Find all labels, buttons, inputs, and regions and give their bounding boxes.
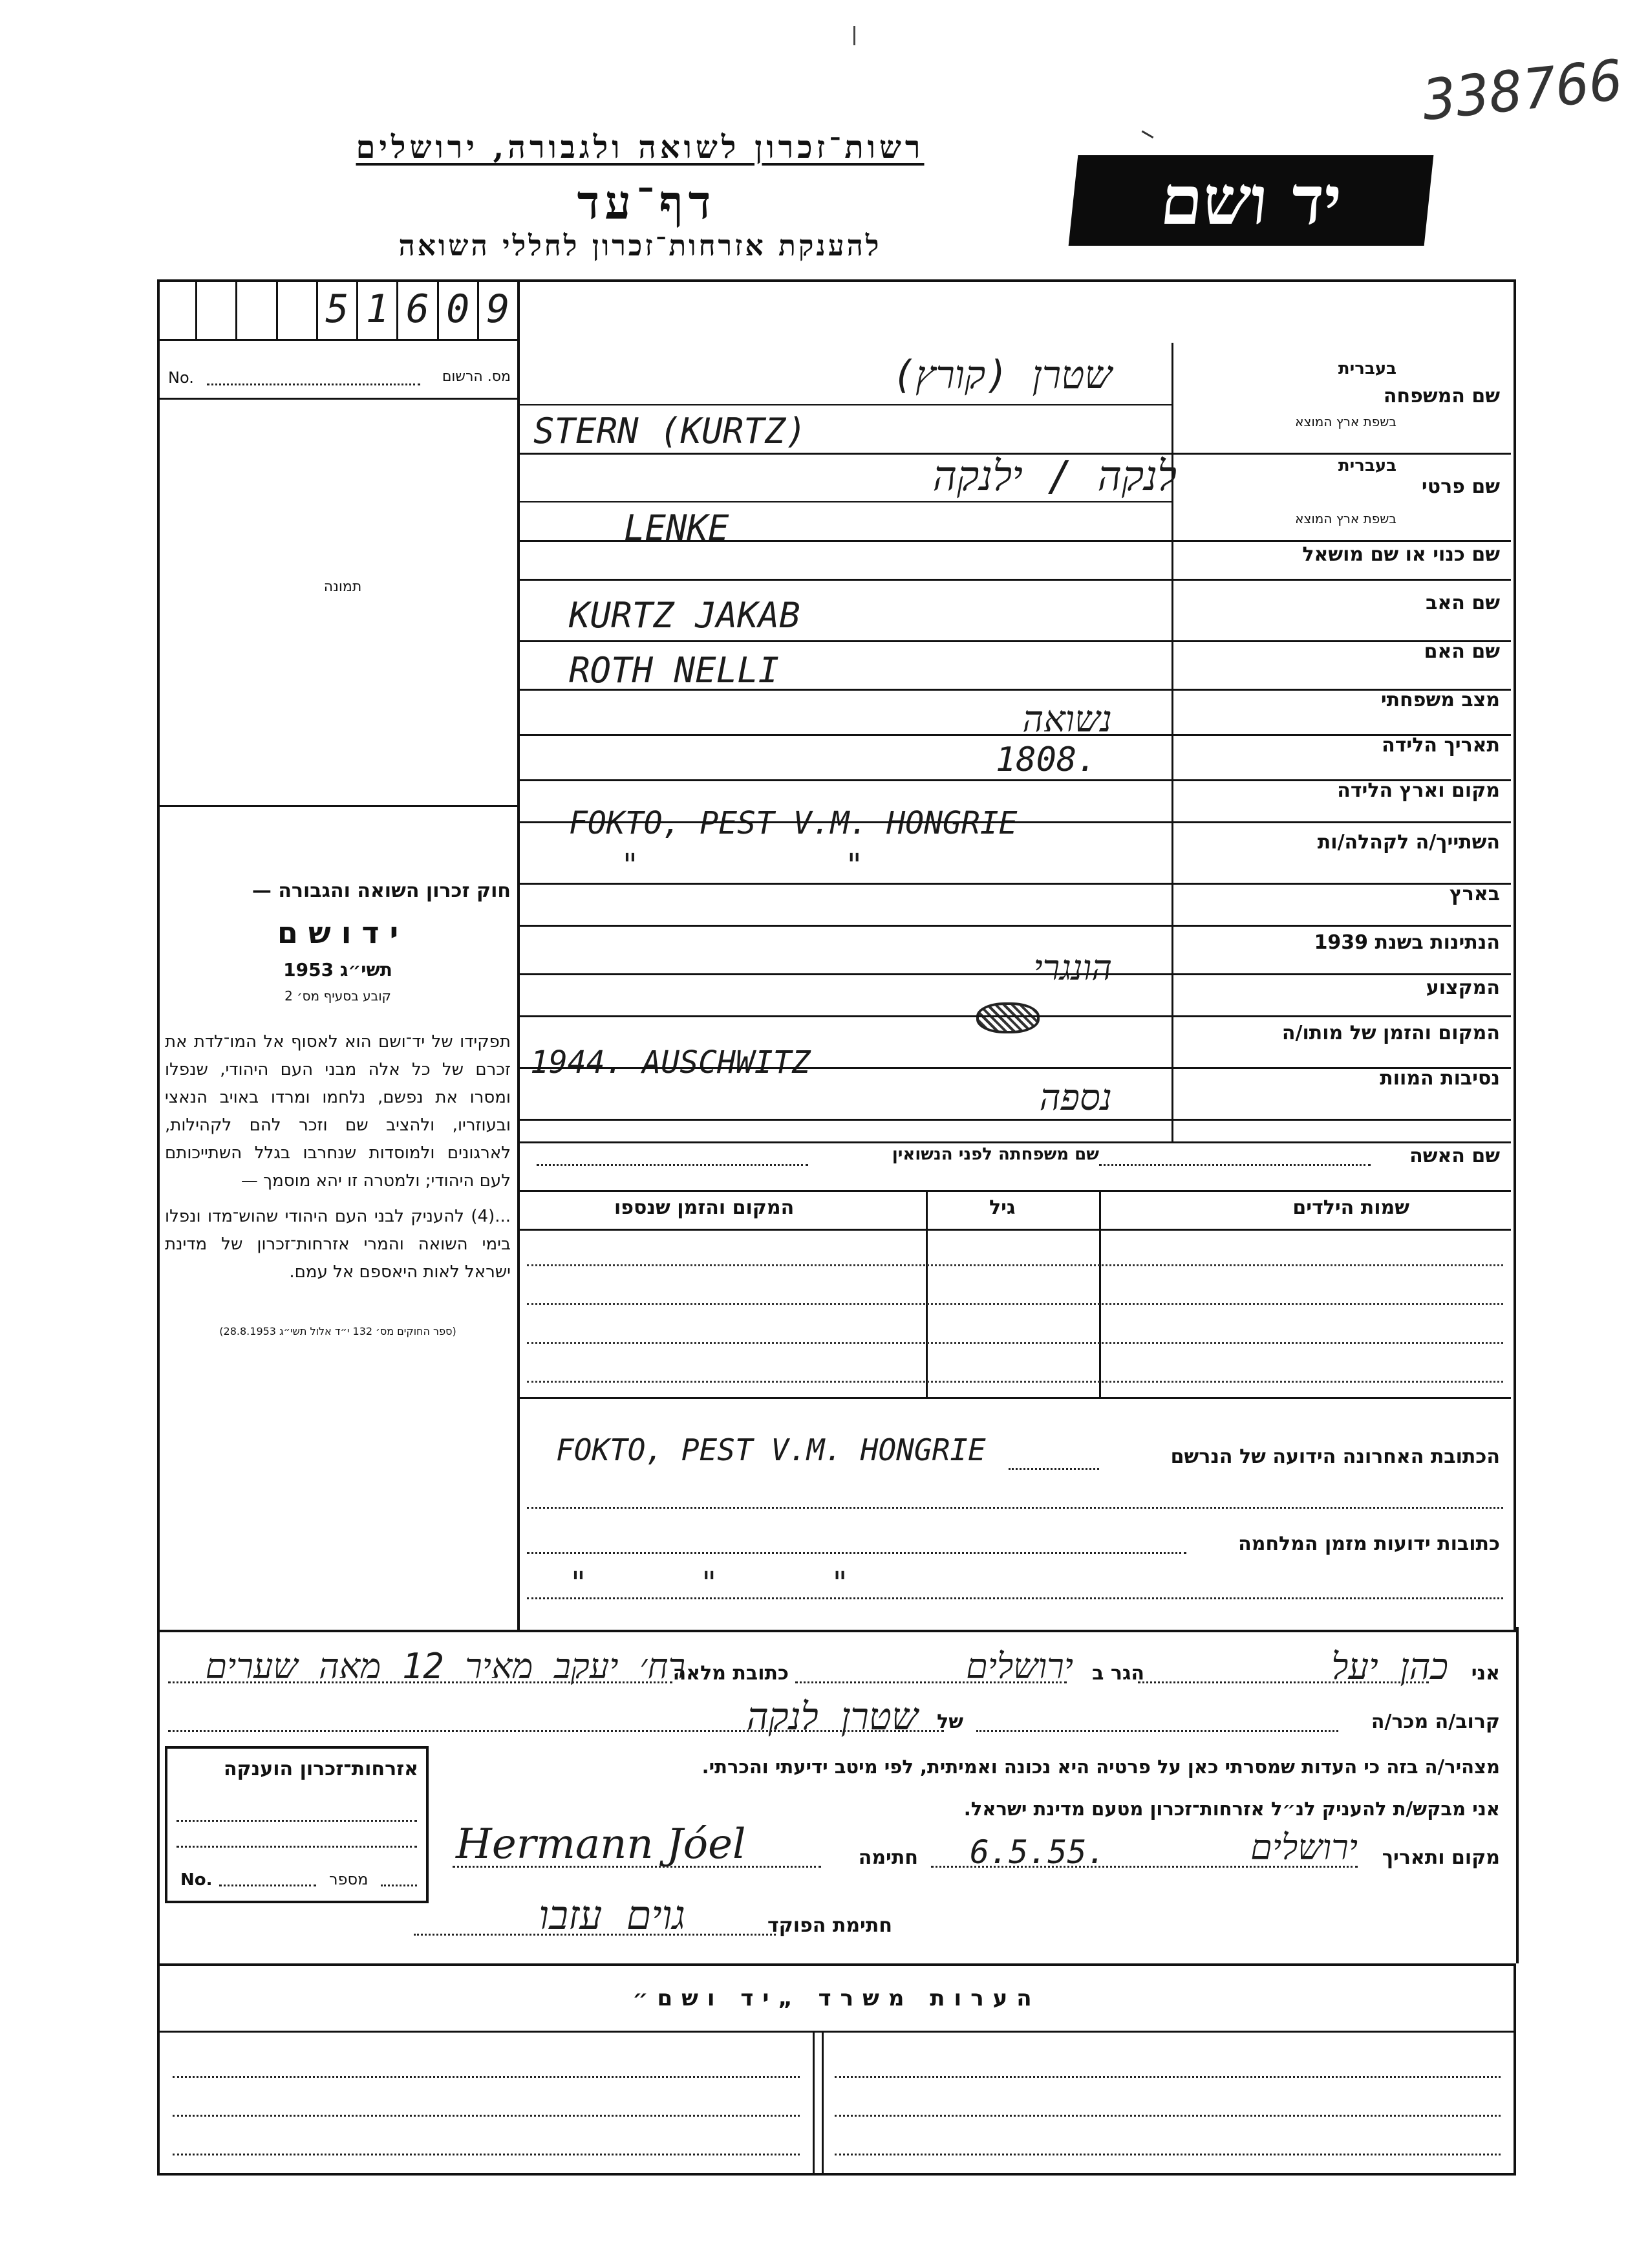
first-name-origin-value: LENKE — [624, 508, 729, 548]
of-value: שטרן לנקה — [746, 1694, 918, 1738]
first-name-origin-sub: בשפת ארץ המוצא — [1295, 511, 1396, 526]
family-name-label: שם המשפחה — [1383, 385, 1500, 407]
document-number: 338766 — [1419, 48, 1626, 133]
row-rule — [517, 973, 1511, 975]
row-rule — [517, 1119, 1511, 1121]
marital-status-label: מצב משפחתי — [1380, 689, 1500, 711]
authority-heading: רשות־זכרון לשואה ולגבורה, ירושלים — [356, 129, 925, 166]
cert-number-label: מספר — [329, 1870, 369, 1888]
registry-bottom-rule — [157, 398, 517, 400]
declaration-request: אני מבקש/ת להעניק לנ״ל אזרחות־זכרון מטעם מדינת ישראל. — [963, 1798, 1500, 1820]
row-rule — [517, 689, 1511, 691]
declarant-label: אני — [1471, 1662, 1500, 1685]
children-table-bottom-rule — [517, 1397, 1511, 1399]
children-table-top-rule — [517, 1190, 1511, 1192]
wartime-addresses-label: כתובות ידועות מזמן המלחמה — [1238, 1533, 1500, 1555]
office-notes-title: הערות משרד „יד ושם״ — [632, 1985, 1041, 2011]
children-col-divider — [926, 1190, 928, 1397]
last-address-value: FOKTO, PEST V.M. HONGRIE — [556, 1432, 986, 1467]
yad-vashem-logo — [1069, 155, 1434, 246]
place-date-label: מקום ותאריך — [1382, 1846, 1500, 1869]
row-rule — [517, 883, 1511, 885]
first-name-hebrew-sub: בעברית — [1338, 456, 1396, 475]
registry-no-line — [168, 365, 511, 391]
declarant-value: כהן יעל — [1331, 1646, 1448, 1688]
death-place-time-value: 1944. AUSCHWITZ — [530, 1044, 811, 1081]
date-value: 6.5.55. — [970, 1833, 1106, 1871]
family-name-mid-rule — [517, 404, 1171, 405]
family-name-hebrew-sub: בעברית — [1338, 359, 1396, 378]
community-value: " " — [621, 847, 864, 883]
logo-text: יד ושם — [1157, 160, 1345, 240]
children-header-place-time: המקום והזמן שנספו — [614, 1196, 795, 1219]
first-name-label: שם פרטי — [1421, 475, 1500, 498]
law-name: י ד ו ש ם — [277, 915, 399, 950]
citizenship-granted-box — [165, 1746, 429, 1903]
law-paragraph-1: תפקידו של יד־ושם הוא לאסוף אל המו־לדת את זכרם של כל אלה מבני העם היהודי, שנפלו ומסרו את נפשם, נלחמו ומרדו באויב הנאצי ובעוזריו, ולהציב שם וזכר להם לקהילות, לארגונים ולמוסדות שנחרבו בגלל השתייכותם לעם היהודי; ולמטרה זו יהא מוסמך — — [165, 1032, 511, 1191]
form-subtitle: להענקת אזרחות־זכרון לחללי השואה — [398, 230, 882, 263]
registry-number-boxes — [157, 279, 517, 341]
address-label: כתובת מלאה — [672, 1662, 789, 1685]
occupation-scribble — [976, 1002, 1040, 1033]
citizenship-1939-value: הונגרי — [1033, 947, 1112, 988]
family-name-origin-sub: בשפת ארץ המוצא — [1295, 414, 1396, 429]
no-label: No. — [168, 369, 194, 387]
relative-label: קרוב/ה מכר/ה — [1371, 1711, 1500, 1733]
registry-box: 5 — [318, 279, 358, 339]
row-rule — [517, 1015, 1511, 1017]
last-address-label: הכתובת האחרונה הידועה של הנרשם — [1170, 1445, 1500, 1468]
wartime-addresses-value: " " " — [569, 1565, 850, 1601]
law-source: (ספר החוקים מס׳ 132 י״ד אלול תשי״ג 28.8.1953) — [219, 1325, 456, 1337]
cert-no-label: No. — [180, 1870, 213, 1890]
registry-box — [237, 279, 277, 339]
community-label: השתייך/ה לקהלה/ות — [1317, 831, 1500, 854]
row-rule — [517, 821, 1511, 823]
citizenship-1939-label: הנתינות בשנת 1939 — [1314, 931, 1500, 954]
registry-box — [197, 279, 237, 339]
family-name-origin-value: STERN (KURTZ) — [533, 411, 807, 451]
officer-signature-value: גוים עזבו — [539, 1892, 685, 1939]
wife-maiden-label: שם משפחתה לפני הנשואין — [892, 1145, 1099, 1164]
officer-signature-label: חתימת הפוקד — [767, 1914, 892, 1937]
form-title: דף־עד — [577, 175, 716, 230]
first-name-mid-rule — [517, 501, 1171, 502]
children-header-age: גיל — [989, 1196, 1016, 1219]
registry-box: 0 — [439, 279, 479, 339]
registry-label: מס. הרשום — [442, 369, 511, 385]
law-title: חוק זכרון השואה והגבורה — — [251, 880, 511, 902]
birth-date-value: 1808. — [996, 740, 1097, 779]
death-circumstances-value: נספה — [1039, 1077, 1112, 1119]
country-label: בארץ — [1449, 883, 1500, 905]
occupation-label: המקצוע — [1426, 977, 1500, 999]
birth-place-label: מקום וארץ הלידה — [1337, 779, 1500, 802]
death-circumstances-label: נסיבות המוות — [1380, 1067, 1500, 1090]
resident-label: הגר ב — [1092, 1662, 1144, 1685]
registry-box: 9 — [486, 286, 510, 332]
resident-value: ירושלים — [966, 1646, 1073, 1687]
top-mark — [1135, 131, 1154, 150]
wife-top-rule — [517, 1141, 1511, 1143]
signature-value: Hermann Jóel — [456, 1820, 746, 1868]
of-label: של — [937, 1711, 963, 1733]
citizenship-granted-title: אזרחות־זכרון הוענקה — [223, 1758, 418, 1780]
children-header-names: שמות הילדים — [1292, 1196, 1409, 1219]
row-rule — [517, 640, 1511, 642]
registry-box: 6 — [398, 279, 438, 339]
place-value: ירושלים — [1250, 1827, 1358, 1868]
photo-label: תמונה — [323, 579, 362, 595]
row-rule — [517, 1067, 1511, 1069]
nickname-label: שם כנוי או שם מושאל — [1302, 543, 1500, 566]
mother-label: שם האם — [1424, 640, 1500, 663]
children-col-divider — [1099, 1190, 1101, 1397]
marital-status-value: נשואה — [1022, 698, 1112, 740]
registry-box: 1 — [358, 279, 398, 339]
signature-label: חתימה — [858, 1846, 918, 1869]
law-box — [165, 880, 511, 1337]
row-rule — [517, 925, 1511, 927]
children-row — [527, 1342, 1503, 1344]
mother-value: ROTH NELLI — [569, 650, 780, 691]
address-value: רח׳ יעקב מאיר 12 מאה שערים — [205, 1646, 685, 1687]
birth-place-value: FOKTO, PEST V.M. HONGRIE — [569, 805, 1018, 841]
children-row — [527, 1381, 1503, 1383]
father-label: שם האב — [1426, 592, 1500, 614]
photo-bottom-rule — [157, 805, 517, 807]
children-row — [527, 1264, 1503, 1266]
left-column-divider — [517, 279, 520, 1631]
law-clause: קובע בסעיף מס׳ 2 — [284, 988, 391, 1004]
registry-box — [278, 279, 318, 339]
death-place-time-label: המקום והזמן של מותו/ה — [1281, 1022, 1500, 1044]
top-tick-mark — [853, 26, 855, 45]
law-year: תשי״ג 1953 — [283, 959, 392, 980]
wife-label: שם האשה — [1409, 1145, 1500, 1167]
law-paragraph-2: ...(4) להעניק לבני העם היהודי שהוש־מדו ונפלו בימי השואה והמרי אזרחות־זכרון של מדינת ישראל לאות היאספם אל עמם. — [165, 1207, 511, 1282]
family-name-hebrew-value: שטרן (קורץ) — [892, 352, 1112, 398]
registry-box — [157, 279, 197, 339]
office-notes-section — [157, 1963, 1516, 2176]
children-header-rule — [517, 1229, 1511, 1231]
declaration-statement: מצהיר/ה בזה כי העדות שמסרתי כאן על פרטיה היא נכונה ואמיתית, לפי מיטב ידיעתי והכרתי. — [701, 1756, 1500, 1778]
children-row — [527, 1303, 1503, 1305]
father-value: KURTZ JAKAB — [569, 595, 800, 636]
first-name-hebrew-value: לנקה / ילנקה — [932, 453, 1177, 501]
row-rule — [517, 579, 1511, 581]
row-rule — [517, 734, 1511, 736]
birth-date-label: תאריך הלידה — [1382, 734, 1500, 757]
